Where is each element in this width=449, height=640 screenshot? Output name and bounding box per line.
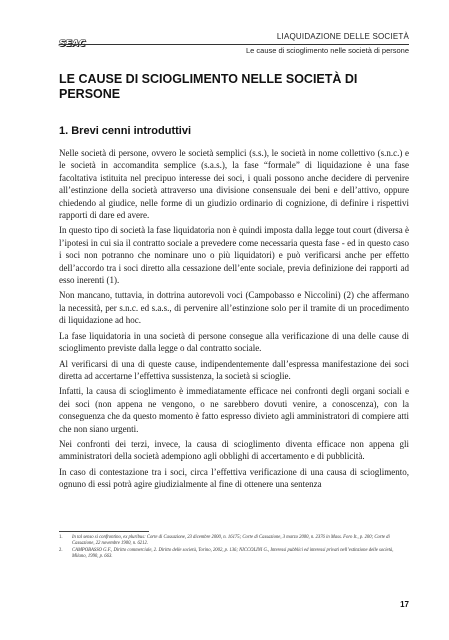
chapter-title: LE CAUSE DI SCIOGLIMENTO NELLE SOCIETÀ DI PERSONE <box>59 72 358 101</box>
paragraph: In caso di contestazione tra i soci, circa l’effettiva verificazione di una causa di scioglimento, ognuno di essi potrà agire giudizialmente al fine di ottenere una sentenza <box>59 466 409 490</box>
footnote-rule <box>59 531 149 532</box>
footnote <box>59 535 409 547</box>
body-text <box>59 147 409 494</box>
page-number: 17 <box>400 600 409 609</box>
paragraph: Non mancano, tuttavia, in dottrina autorevoli voci (Campobasso e Niccolini) (2) che affermano la necessità, per s.n.c. ed s.a.s., di pervenire all’estinzione solo per il tramite di un procedimento di liquidazione ad hoc. <box>59 290 409 326</box>
running-header-title: LIAQUIDAZIONE DELLE SOCIETÀ <box>276 32 409 41</box>
footnote-text: CAMPOBASSO G.F., Diritto commerciale, 2. Diritto delle società, Torino, 2002, p. 136; NICCOLINI G., Interessi pubblici ed interessi privati nell’estinzione delle società, Milano, 1990, p. 663. <box>72 548 394 559</box>
footnote <box>59 548 409 560</box>
header-rule <box>59 44 409 45</box>
paragraph: Nei confronti dei terzi, invece, la causa di scioglimento diventa efficace non appena gli amministratori della società adempiono agli obblighi di accertamento e di pubblicità. <box>59 438 409 462</box>
paragraph: Nelle società di persone, ovvero le società semplici (s.s.), le società in nome collettivo (s.n.c.) e le società in accomandita semplice (s.a.s.), la fase “formale” di liquidazione è una fase facoltativa istituita nel precipuo interesse dei soci, i quali possono anche decidere di pervenire all’estinzione della società attraverso una divisione consensuale dei beni e dell’attivo, oppure chiedendo al giudice, nelle forme di un giudizio ordinario di cognizione, di definire i rispettivi rapporti di dare ed avere. <box>59 148 409 221</box>
paragraph: Infatti, la causa di scioglimento è immediatamente efficace nei confronti degli organi sociali e dei soci (non appena ne vengono, o ne sarebbero dovuti venire, a conoscenza), con la conseguenza che da questo momento è fatto espresso divieto agli amministratori di compiere atti che non siano urgenti. <box>59 386 409 434</box>
section-heading: 1. Brevi cenni introduttivi <box>59 125 192 137</box>
publisher-logo: SEAC <box>59 39 86 49</box>
footnote-number: 1. <box>59 535 63 540</box>
footnote-number: 2. <box>59 548 63 553</box>
footnotes <box>59 535 409 561</box>
paragraph: In questo tipo di società la fase liquidatoria non è quindi imposta dalla legge tout court (diversa è l’ipotesi in cui sia il contratto sociale a prevedere come necessaria questa fase - ed in questo caso i soci non potranno che nominare uno o più liquidatori) e può verificarsi anche per effetto dell’accordo tra i soci diretto alla cessazione dell’ente sociale, previa definizione dei rapporti ad esso inerenti (1). <box>59 225 409 286</box>
paragraph: Al verificarsi di una di queste cause, indipendentemente dall’espressa manifestazione dei soci diretta ad accertarne l’effettiva sussistenza, la società si scioglie. <box>59 358 409 381</box>
paragraph: La fase liquidatoria in una società di persone consegue alla verificazione di una delle cause di scioglimento previste dalla legge o dal contratto sociale. <box>59 330 409 354</box>
footnote-text: In tal senso si confrontino, ex pluribus: Corte di Cassazione, 23 dicembre 2000, n. 16175; Corte di Cassazione, 3 marzo 2000, n. 2376 in Mass. Foro It., p. 200; Corte di Cassazione, 22 novembre 1900, n. 6212. <box>72 535 390 546</box>
running-header-subtitle: Le cause di scioglimento nelle società di persone <box>245 46 409 55</box>
